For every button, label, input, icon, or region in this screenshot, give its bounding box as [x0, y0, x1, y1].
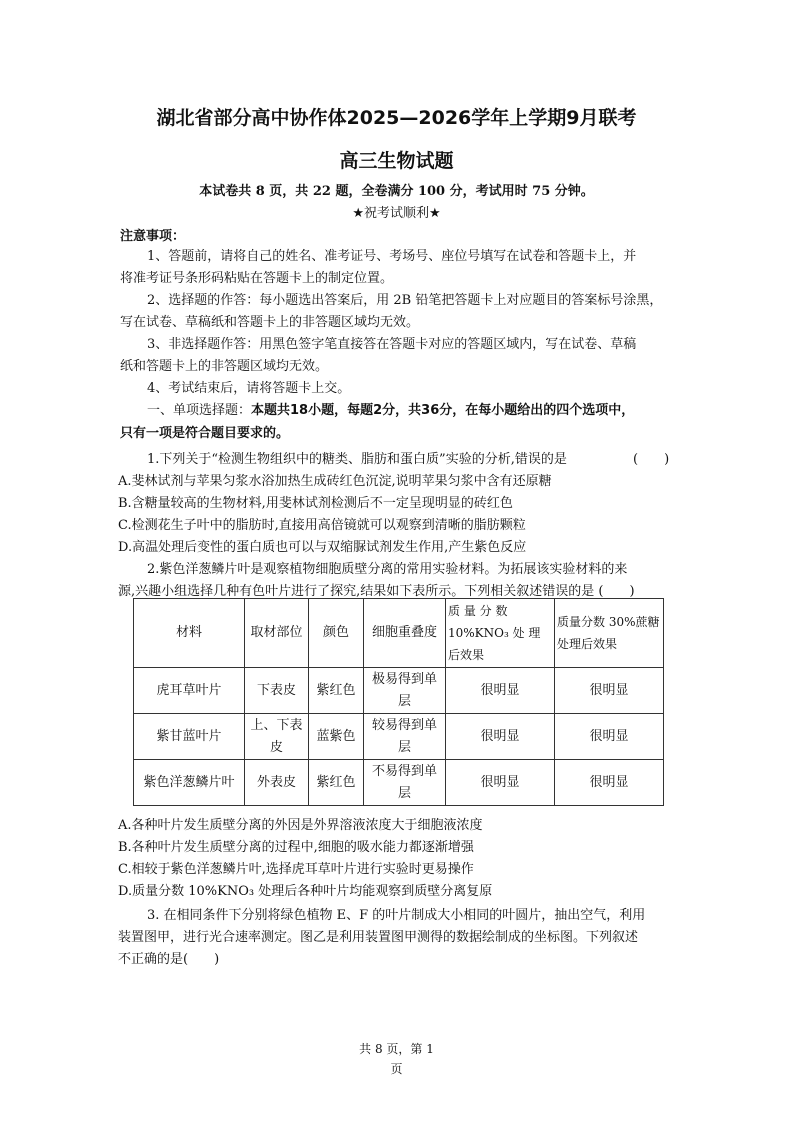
table-cell: 紫红色 [309, 668, 364, 714]
table-cell: 很明显 [555, 760, 664, 806]
q1-stem: 1.下列关于“检测生物组织中的糖类、脂肪和蛋白质”实验的分析,错误的是 [147, 452, 567, 467]
q2-stem-line-1: 2.紫色洋葱鳞片叶是观察植物细胞质壁分离的常用实验材料。为拓展该实验材料的来 [147, 562, 628, 577]
header-cell: 取材部位 [245, 599, 309, 668]
table-cell: 很明显 [555, 668, 664, 714]
table-cell: 紫甘蓝叶片 [134, 714, 245, 760]
table-cell: 紫色洋葱鳞片叶 [134, 760, 245, 806]
table-cell: 不易得到单层 [364, 760, 446, 806]
q2-option-a: A.各种叶片发生质壁分离的外因是外界溶液浓度大于细胞液浓度 [118, 818, 483, 833]
q3-line-1: 3. 在相同条件下分别将绿色植物 E、F 的叶片制成大小相同的叶圆片，抽出空气，利用 [147, 908, 646, 923]
section-prefix: 一、单项选择题： [147, 403, 252, 418]
table-row [134, 668, 664, 714]
q1-option-a: A.斐林试剂与苹果匀浆水浴加热生成砖红色沉淀,说明苹果匀浆中含有还原糖 [118, 474, 552, 489]
section-heading-line-1 [147, 399, 634, 418]
q3-line-2: 装置图甲，进行光合速率测定。图乙是利用装置图甲测得的数据绘制成的坐标图。下列叙述 [118, 930, 639, 945]
note-3-line-1: 3、非选择题作答：用黑色签字笔直接答在答题卡对应的答题区域内，写在试卷、草稿 [147, 337, 637, 352]
header-cell: 质量分数 30%蔗糖处理后效果 [555, 599, 664, 668]
note-2-line-1: 2、选择题的作答：每小题选出答案后，用 2B 铅笔把答题卡上对应题目的答案标号涂黑， [147, 293, 663, 308]
header-cell: 细胞重叠度 [364, 599, 446, 668]
exam-info: 本试卷共 8 页，共 22 题，全卷满分 100 分，考试用时 75 分钟。 [199, 184, 594, 199]
q1-option-c: C.检测花生子叶中的脂肪时,直接用高倍镜就可以观察到清晰的脂肪颗粒 [118, 518, 526, 533]
exam-wish: ★祝考试顺利★ [352, 206, 441, 221]
table-row [134, 714, 664, 760]
table-cell: 很明显 [446, 760, 555, 806]
q2-option-d: D.质量分数 10%KNO₃ 处理后各种叶片均能观察到质壁分离复原 [118, 884, 493, 899]
q3-line-3: 不正确的是( ) [118, 952, 220, 967]
q2-table [133, 598, 664, 806]
note-1-line-2: 将准考证号条形码粘贴在答题卡上的制定位置。 [120, 271, 394, 286]
table-row [134, 760, 664, 806]
table-cell: 极易得到单层 [364, 668, 446, 714]
exam-subtitle: 高三生物试题 [339, 150, 454, 172]
table-cell: 上、下表皮 [245, 714, 309, 760]
note-1-line-1: 1、答题前，请将自己的姓名、准考证号、考场号、座位号填写在试卷和答题卡上，并 [147, 249, 637, 264]
header-cell: 颜色 [309, 599, 364, 668]
section-description: 本题共18小题，每题2分，共36分，在每小题给出的四个选项中， [251, 403, 635, 418]
table-cell: 紫红色 [309, 760, 364, 806]
table-header-row [134, 599, 664, 668]
q2-option-c: C.相较于紫色洋葱鳞片叶,选择虎耳草叶片进行实验时更易操作 [118, 862, 474, 877]
header-cell: 质 量 分 数 10%KNO₃ 处 理后效果 [446, 599, 555, 668]
table-cell: 虎耳草叶片 [134, 668, 245, 714]
q1-option-b: B.含糖量较高的生物材料,用斐林试剂检测后不一定呈现明显的砖红色 [118, 496, 513, 511]
table-cell: 下表皮 [245, 668, 309, 714]
note-3-line-2: 纸和答题卡上的非答题区域均无效。 [120, 359, 329, 374]
q2-option-b: B.各种叶片发生质壁分离的过程中,细胞的吸水能力都逐渐增强 [118, 840, 474, 855]
notes-heading: 注意事项： [120, 229, 186, 244]
q1-option-d: D.高温处理后变性的蛋白质也可以与双缩脲试剂发生作用,产生紫色反应 [118, 540, 527, 555]
table-cell: 很明显 [446, 668, 555, 714]
page-footer-line-1: 共 8 页，第 1 [359, 1042, 434, 1056]
section-heading-line-2: 只有一项是符合题目要求的。 [120, 426, 290, 441]
exam-title: 湖北省部分高中协作体2025—2026学年上学期9月联考 [156, 107, 637, 129]
table-cell: 很明显 [555, 714, 664, 760]
q1-answer-paren: ( ) [633, 452, 670, 467]
page-footer-line-2: 页 [390, 1062, 403, 1076]
note-2-line-2: 写在试卷、草稿纸和答题卡上的非答题区域均无效。 [120, 315, 420, 330]
table-cell: 较易得到单层 [364, 714, 446, 760]
q2-stem-line-2: 源,兴趣小组选择几种有色叶片进行了探究,结果如下表所示。下列相关叙述错误的是 ( ) [118, 584, 635, 599]
note-4: 4、考试结束后，请将答题卡上交。 [147, 381, 351, 396]
table-cell: 蓝紫色 [309, 714, 364, 760]
header-cell: 材料 [134, 599, 245, 668]
table-cell: 外表皮 [245, 760, 309, 806]
table-cell: 很明显 [446, 714, 555, 760]
